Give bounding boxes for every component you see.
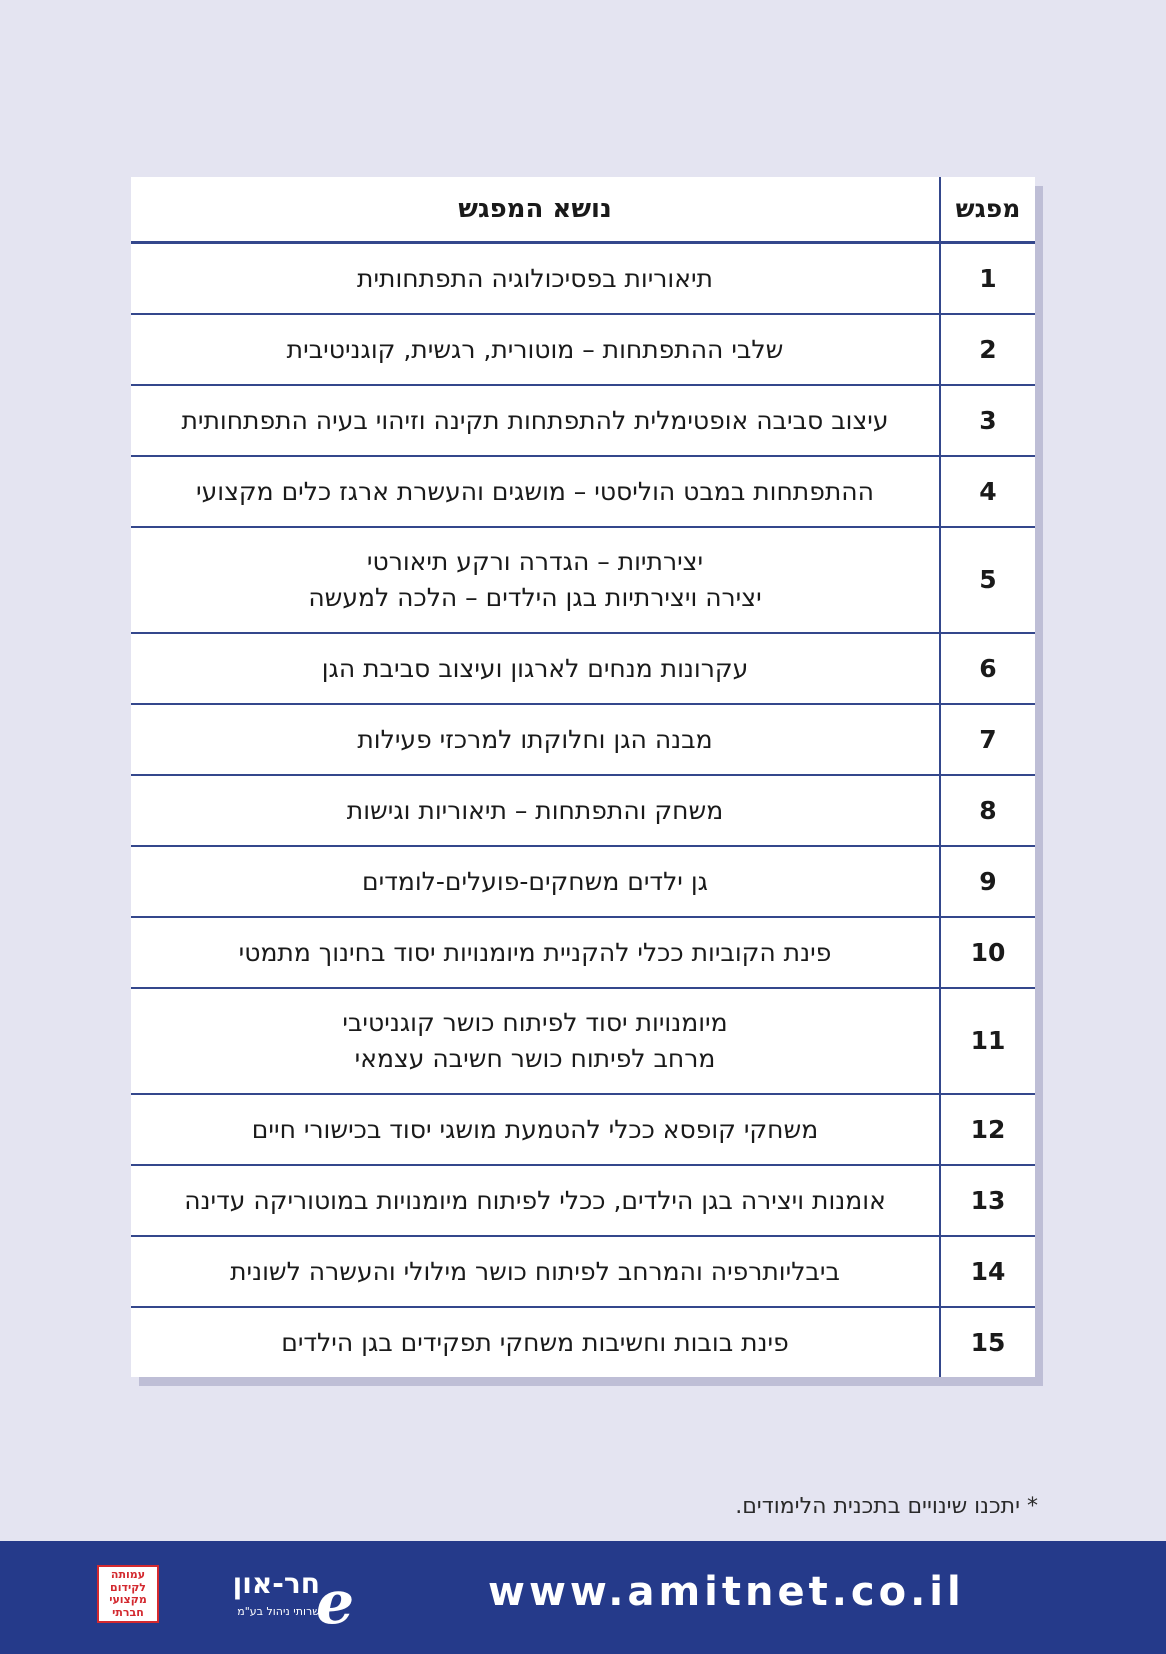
session-topic-line: ביבליותרפיה והמרחב לפיתוח כושר מילולי והעשרה לשונית bbox=[230, 1256, 840, 1286]
header-session: מפגש bbox=[940, 177, 1035, 243]
changes-note: * יתכנו שינויים בתכנית הלימודים. bbox=[735, 1494, 1038, 1519]
session-topic bbox=[131, 1094, 940, 1165]
sessions-table bbox=[131, 177, 1035, 1377]
session-topic bbox=[131, 527, 940, 633]
session-topic-line: מבנה הגן וחלוקתו למרכזי פעילות bbox=[357, 724, 713, 754]
table-body bbox=[131, 243, 1035, 1378]
session-number: 1 bbox=[940, 243, 1035, 315]
session-number: 15 bbox=[940, 1307, 1035, 1377]
session-topic bbox=[131, 704, 940, 775]
table-row bbox=[131, 704, 1035, 775]
table-row bbox=[131, 314, 1035, 385]
session-topic bbox=[131, 243, 940, 315]
sessions-table-container bbox=[131, 177, 1035, 1377]
session-number: 3 bbox=[940, 385, 1035, 456]
session-topic-line: מיומנויות יסוד לפיתוח כושר קוגניטיבי bbox=[342, 1008, 728, 1037]
brand-logo bbox=[222, 1565, 360, 1638]
session-topic bbox=[131, 385, 940, 456]
table-row bbox=[131, 243, 1035, 315]
session-number: 9 bbox=[940, 846, 1035, 917]
session-number: 13 bbox=[940, 1165, 1035, 1236]
session-topic bbox=[131, 1307, 940, 1377]
table-row bbox=[131, 1307, 1035, 1377]
session-number: 8 bbox=[940, 775, 1035, 846]
session-topic-line: עיצוב סביבה אופטימלית להתפתחות תקינה וזיהוי בעיה התפתחותית bbox=[181, 405, 889, 435]
association-logo-line: עמותה bbox=[110, 1568, 146, 1581]
session-topic-line: פינת בובות וחשיבות משחקי תפקידים בגן הילדים bbox=[281, 1327, 789, 1357]
session-topic bbox=[131, 1236, 940, 1307]
session-topic-line: משחק והתפתחות – תיאוריות וגישות bbox=[346, 795, 724, 825]
table-row bbox=[131, 527, 1035, 633]
session-topic-line: אומנות ויצירה בגן הילדים, ככלי לפיתוח מיומנויות במוטוריקה עדינה bbox=[184, 1185, 886, 1215]
table-row bbox=[131, 917, 1035, 988]
session-number: 6 bbox=[940, 633, 1035, 704]
association-logo-line: חברתי bbox=[112, 1605, 144, 1619]
session-topic-line: יצירתיות – הגדרה ורקע תיאורטי bbox=[366, 547, 704, 576]
session-number: 4 bbox=[940, 456, 1035, 527]
website-url[interactable]: www.amitnet.co.il bbox=[488, 1569, 965, 1615]
session-topic bbox=[131, 1165, 940, 1236]
session-topic bbox=[131, 456, 940, 527]
footer-bar bbox=[0, 1541, 1166, 1654]
session-topic bbox=[131, 917, 940, 988]
brand-logo-name: חר-און bbox=[232, 1567, 320, 1600]
session-number: 14 bbox=[940, 1236, 1035, 1307]
table-row bbox=[131, 988, 1035, 1094]
session-topic bbox=[131, 988, 940, 1094]
table-row bbox=[131, 385, 1035, 456]
table-row bbox=[131, 846, 1035, 917]
session-topic-line: יצירה ויצירתיות בגן הילדים – הלכה למעשה bbox=[308, 583, 762, 612]
session-topic bbox=[131, 314, 940, 385]
association-logo-line: מקצועי bbox=[109, 1593, 147, 1607]
session-number: 7 bbox=[940, 704, 1035, 775]
table-row bbox=[131, 1094, 1035, 1165]
table-row bbox=[131, 633, 1035, 704]
session-number: 11 bbox=[940, 988, 1035, 1094]
session-number: 2 bbox=[940, 314, 1035, 385]
association-logo-line: לקידום bbox=[110, 1580, 146, 1594]
table-row bbox=[131, 1236, 1035, 1307]
table-row bbox=[131, 775, 1035, 846]
session-number: 5 bbox=[940, 527, 1035, 633]
brand-logo-mark: e bbox=[316, 1568, 355, 1638]
session-topic-line: עקרונות מנחים לארגון ועיצוב סביבת הגן bbox=[321, 653, 749, 683]
session-topic bbox=[131, 846, 940, 917]
session-number: 10 bbox=[940, 917, 1035, 988]
session-topic-line: מרחב לפיתוח כושר חשיבה עצמאי bbox=[354, 1044, 716, 1073]
table-row bbox=[131, 456, 1035, 527]
table-header-row bbox=[131, 177, 1035, 243]
session-topic-line: ההתפתחות במבט הוליסטי – מושגים והעשרת ארגז כלים מקצועי bbox=[196, 476, 874, 506]
session-number: 12 bbox=[940, 1094, 1035, 1165]
session-topic-line: פינת הקוביות ככלי להקניית מיומנויות יסוד בחינוך מתמטי bbox=[238, 937, 832, 967]
session-topic bbox=[131, 633, 940, 704]
session-topic bbox=[131, 775, 940, 846]
session-topic-line: שלבי ההתפתחות – מוטורית, רגשית, קוגניטיבית bbox=[286, 334, 784, 364]
session-topic-line: תיאוריות בפסיכולוגיה התפתחותית bbox=[357, 263, 713, 293]
association-logo bbox=[97, 1565, 159, 1623]
brand-logo-tagline: שרותי ניהול בע"מ bbox=[237, 1605, 320, 1618]
session-topic-line: משחקי קופסא ככלי להטמעת מושגי יסוד בכישורי חיים bbox=[251, 1114, 819, 1144]
session-topic-line: גן ילדים משחקים-פועלים-לומדים bbox=[362, 866, 708, 896]
table-row bbox=[131, 1165, 1035, 1236]
header-topic: נושא המפגש bbox=[131, 177, 940, 243]
